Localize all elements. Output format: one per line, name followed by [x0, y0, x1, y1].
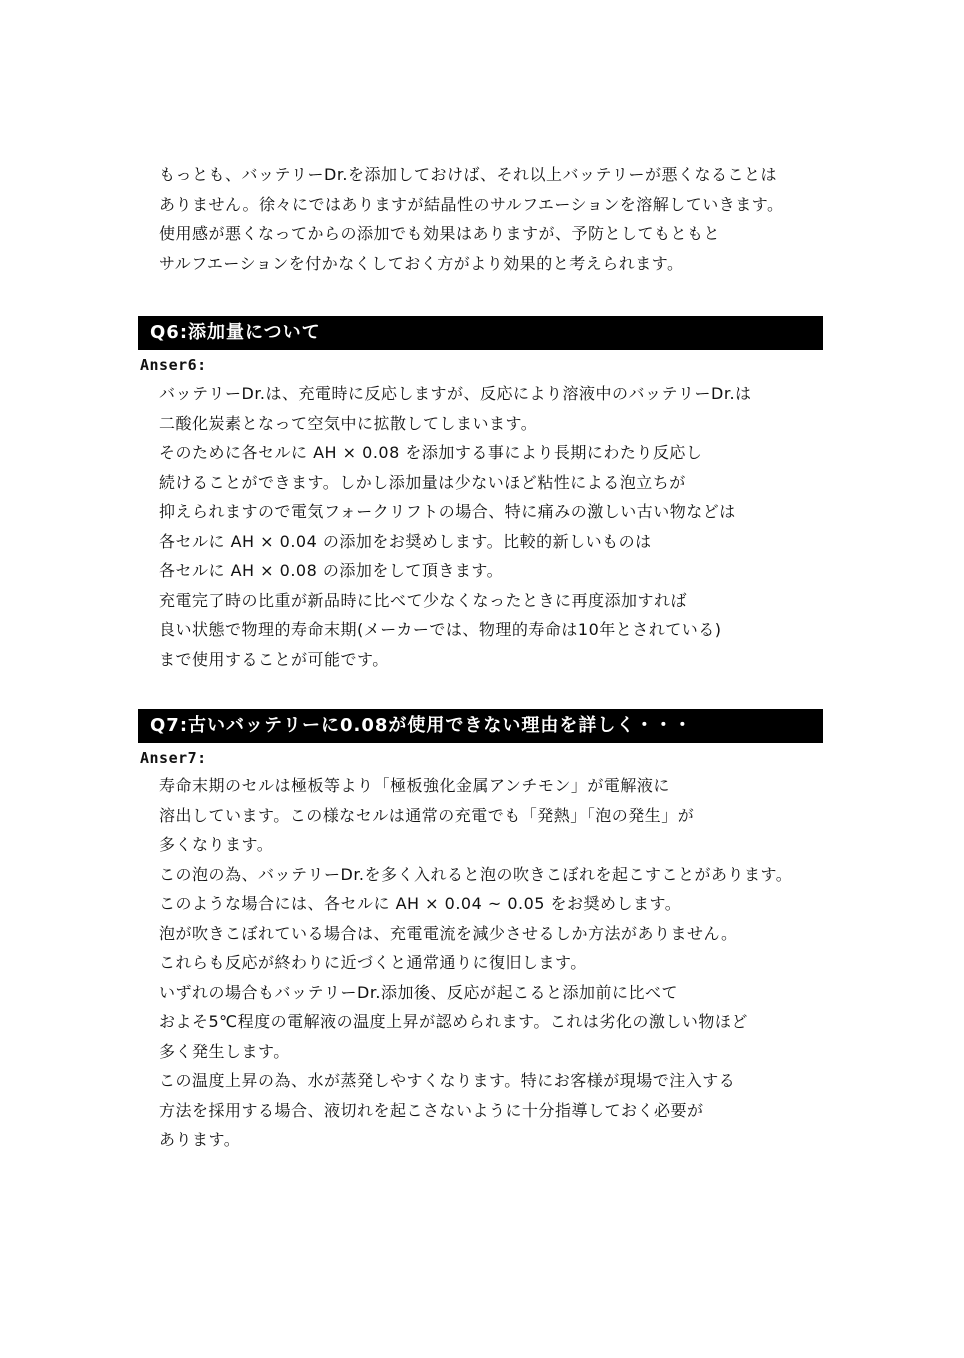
- q7-line: この温度上昇の為、水が蒸発しやすくなります。特にお客様が現場で注入する: [159, 1071, 736, 1090]
- q7-line: 多くなります。: [159, 835, 274, 854]
- q6-answer-paragraph: [159, 379, 823, 674]
- q7-line: 泡が吹きこぼれている場合は、充電電流を減少させるしか方法がありません。: [159, 923, 738, 943]
- q6-line: 抑えられますので電気フォークリフトの場合、特に痛みの激しい古い物などは: [159, 502, 736, 521]
- q6-line: 続けることができます。しかし添加量は少ないほど粘性による泡立ちが: [159, 472, 686, 492]
- q7-line: あります。: [159, 1130, 241, 1149]
- q6-line: バッテリーDr.は、充電時に反応しますが、反応により溶液中のバッテリーDr.は: [159, 384, 752, 403]
- q7-line: 溶出しています。この様なセルは通常の充電でも「発熱」「泡の発生」が: [159, 805, 695, 825]
- q7-line: このような場合には、各セルに AH × 0.04 ~ 0.05 をお奨めします。: [159, 894, 682, 913]
- q6-answer-label: Anser6:: [140, 356, 207, 374]
- q7-line: この泡の為、バッテリーDr.を多く入れると泡の吹きこぼれを起こすことがあります。: [159, 864, 793, 884]
- q7-answer-label: Anser7:: [140, 749, 207, 767]
- intro-line: ありません。徐々にではありますが結晶性のサルフエーションを溶解していきます。: [159, 194, 784, 214]
- q6-line: そのために各セルに AH × 0.08 を添加する事により長期にわたり反応し: [159, 443, 703, 462]
- intro-line: サルフエーションを付かなくしておく方がより効果的と考えられます。: [159, 253, 684, 273]
- intro-line: もっとも、バッテリーDr.を添加しておけば、それ以上バッテリーが悪くなることは: [159, 165, 778, 184]
- q6-line: 各セルに AH × 0.04 の添加をお奨めします。比較的新しいものは: [159, 531, 652, 551]
- q7-line: およそ5℃程度の電解液の温度上昇が認められます。これは劣化の激しい物ほど: [159, 1012, 748, 1031]
- q7-answer-paragraph: [159, 771, 823, 1155]
- q6-line: 良い状態で物理的寿命末期(メーカーでは、物理的寿命は10年とされている): [159, 620, 722, 639]
- q7-line: 多く発生します。: [159, 1041, 290, 1061]
- q7-line: 寿命末期のセルは極板等より「極板強化金属アンチモン」が電解液に: [159, 776, 670, 795]
- q6-line: まで使用することが可能です。: [159, 649, 389, 669]
- intro-line: 使用感が悪くなってからの添加でも効果はありますが、予防としてもともと: [159, 224, 721, 243]
- q7-line: 方法を採用する場合、液切れを起こさないように十分指導しておく必要が: [159, 1100, 704, 1120]
- q6-line: 各セルに AH × 0.08 の添加をして頂きます。: [159, 561, 504, 580]
- q6-line: 充電完了時の比重が新品時に比べて少なくなったときに再度添加すれば: [159, 590, 688, 610]
- q7-line: これらも反応が終わりに近づくと通常通りに復旧します。: [159, 953, 587, 972]
- q6-heading: Q6:添加量について: [138, 316, 823, 350]
- q7-heading: Q7:古いバッテリーに0.08が使用できない理由を詳しく・・・: [138, 709, 823, 743]
- intro-paragraph: [159, 160, 823, 278]
- q6-line: 二酸化炭素となって空気中に拡散してしまいます。: [159, 413, 538, 433]
- q7-line: いずれの場合もバッテリーDr.添加後、反応が起こると添加前に比べて: [159, 982, 679, 1002]
